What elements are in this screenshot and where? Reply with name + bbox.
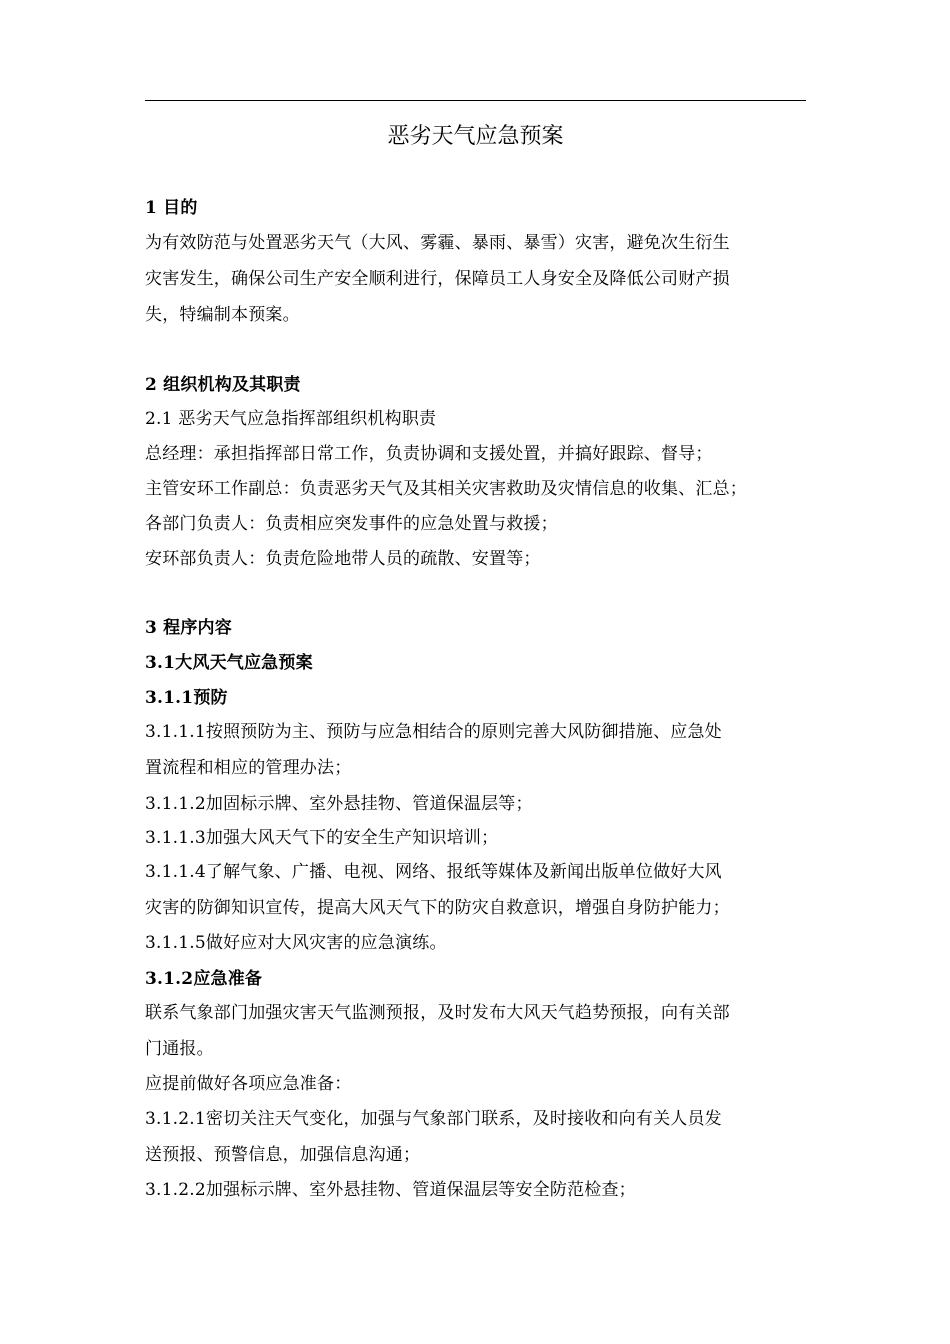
- section-1-line: 为有效防范与处置恶劣天气（大风、雾霾、暴雨、暴雪）灾害，避免次生衍生: [145, 233, 730, 253]
- header-rule: [145, 100, 806, 101]
- section-2-line: 各部门负责人：负责相应突发事件的应急处置与救援；: [145, 514, 558, 534]
- section-3-1-2-line: 联系气象部门加强灾害天气监测预报，及时发布大风天气趋势预报，向有关部: [145, 1003, 730, 1023]
- section-1-line: 失，特编制本预案。: [145, 305, 300, 325]
- section-3-1-2-line: 3.1.2.1密切关注天气变化，加强与气象部门联系，及时接收和向有关人员发: [145, 1109, 722, 1129]
- section-3-1-1-line: 3.1.1.4了解气象、广播、电视、网络、报纸等媒体及新闻出版单位做好大风: [145, 862, 722, 882]
- section-3-1-1-line: 3.1.1.1按照预防为主、预防与应急相结合的原则完善大风防御措施、应急处: [145, 722, 722, 742]
- section-3-1-1-heading: 3.1.1预防: [145, 688, 228, 708]
- section-2-line: 主管安环工作副总：负责恶劣天气及其相关灾害救助及灾情信息的收集、汇总；: [145, 479, 747, 499]
- section-3-1-1-line: 灾害的防御知识宣传，提高大风天气下的防灾自救意识，增强自身防护能力；: [145, 898, 730, 918]
- section-3-1-2-line: 门通报。: [145, 1039, 214, 1059]
- section-2-heading: 2 组织机构及其职责: [145, 375, 301, 395]
- section-3-1-1-line: 3.1.1.3加强大风天气下的安全生产知识培训；: [145, 828, 499, 848]
- section-1-line: 灾害发生，确保公司生产安全顺利进行，保障员工人身安全及降低公司财产损: [145, 269, 730, 289]
- section-2-line: 总经理：承担指挥部日常工作，负责协调和支援处置，并搞好跟踪、督导；: [145, 444, 713, 464]
- document-title: 恶劣天气应急预案: [387, 124, 564, 149]
- section-3-1-1-line: 3.1.1.5做好应对大风灾害的应急演练。: [145, 933, 447, 953]
- section-3-1-2-line: 3.1.2.2加强标示牌、室外悬挂物、管道保温层等安全防范检查；: [145, 1180, 636, 1200]
- section-1-heading: 1 目的: [145, 198, 198, 218]
- section-3-1-1-line: 置流程和相应的管理办法；: [145, 758, 352, 778]
- section-3-1-2-line: 送预报、预警信息，加强信息沟通；: [145, 1145, 421, 1165]
- section-3-1-1-line: 3.1.1.2加固标示牌、室外悬挂物、管道保温层等；: [145, 794, 533, 814]
- section-2-1-heading: 2.1 恶劣天气应急指挥部组织机构职责: [145, 409, 437, 429]
- section-3-1-2-heading: 3.1.2应急准备: [145, 969, 263, 989]
- section-3-heading: 3 程序内容: [145, 618, 232, 638]
- section-2-line: 安环部负责人：负责危险地带人员的疏散、安置等；: [145, 549, 541, 569]
- section-3-1-2-line: 应提前做好各项应急准备：: [145, 1074, 352, 1094]
- section-3-1-heading: 3.1大风天气应急预案: [145, 653, 313, 673]
